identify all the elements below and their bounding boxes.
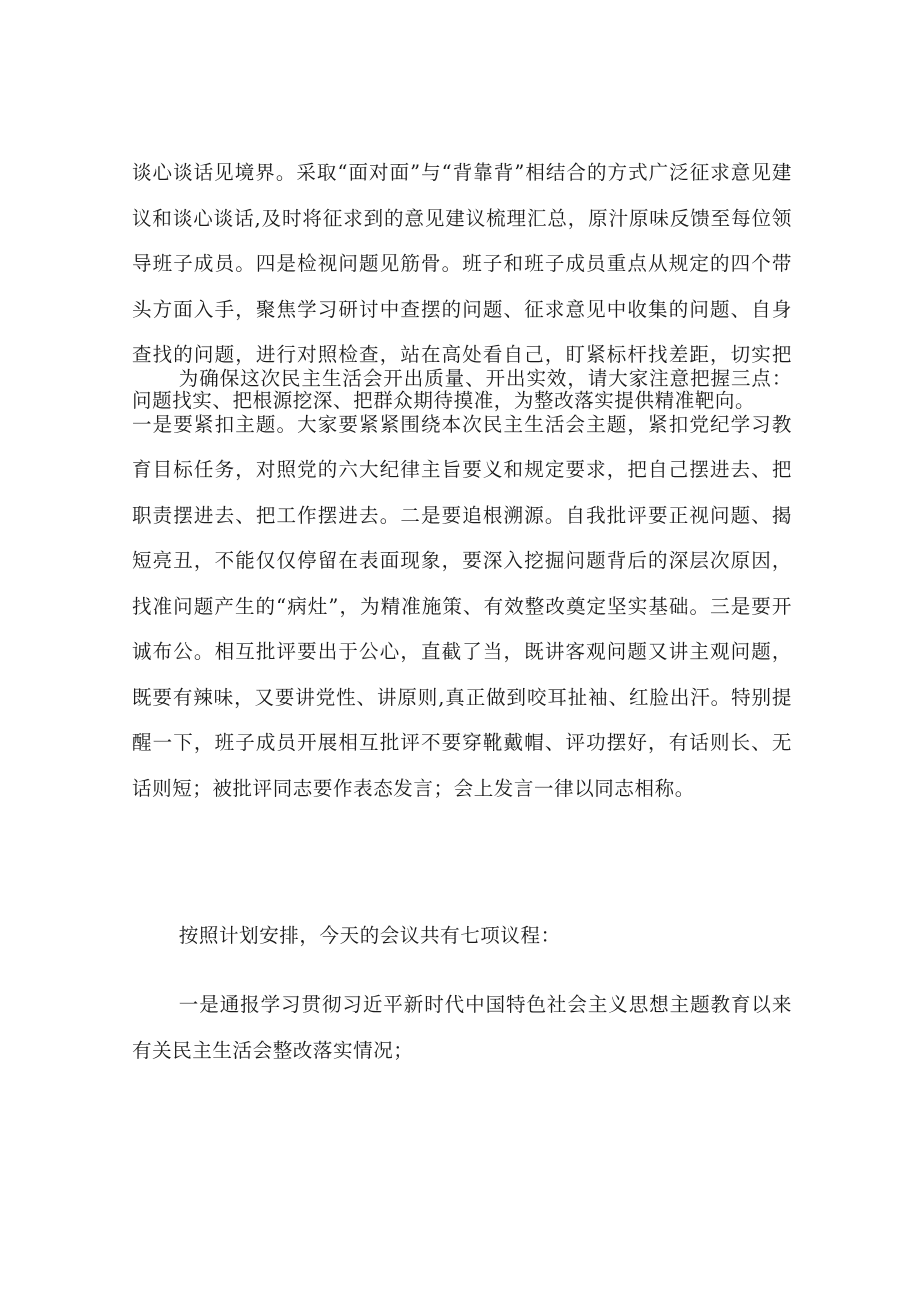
paragraph-agenda-item-1: 一是通报学习贯彻习近平新时代中国特色社会主义思想主题教育以来有关民主生活会整改落实情况； bbox=[132, 993, 792, 1062]
paragraph-continued: 谈心谈话见境界。采取“面对面”与“背靠背”相结合的方式广泛征求意见建议和谈心谈话,及时将征求到的意见建议梳理汇总，原汁原味反馈至每位领导班子成员。四是检视问题见筋骨。班子和班子成员重点从规定的四个带头方面入手，聚焦学习研讨中查摆的问题、征求意见中收集的问题、自身查找的问题，进行对照检查，站在高处看自己，盯紧标杆找差距，切实把问题找实、把根源挖深、把群众期待摸准，为整改落实提供精准靶向。 bbox=[132, 161, 792, 412]
paragraph-meeting-requirements: 为确保这次民主生活会开出质量、开出实效，请大家注意把握三点：一是要紧扣主题。大家要紧紧围绕本次民主生活会主题，紧扣党纪学习教育目标任务，对照党的六大纪律主旨要义和规定要求，把自己摆进去、把职责摆进去、把工作摆进去。二是要追根溯源。自我批评要正视问题、揭短亮丑，不能仅仅停留在表面现象，要深入挖掘问题背后的深层次原因，找准问题产生的“病灶”，为精准施策、有效整改奠定坚实基础。三是要开诚布公。相互批评要出于公心，直截了当，既讲客观问题又讲主观问题，既要有辣味，又要讲党性、讲原则,真正做到咬耳扯袖、红脸出汗。特别提醒一下，班子成员开展相互批评不要穿靴戴帽、评功摆好，有话则长、无话则短；被批评同志要作表态发言；会上发言一律以同志相称。 bbox=[132, 367, 792, 800]
paragraph-agenda-intro: 按照计划安排，今天的会议共有七项议程： bbox=[178, 924, 561, 947]
